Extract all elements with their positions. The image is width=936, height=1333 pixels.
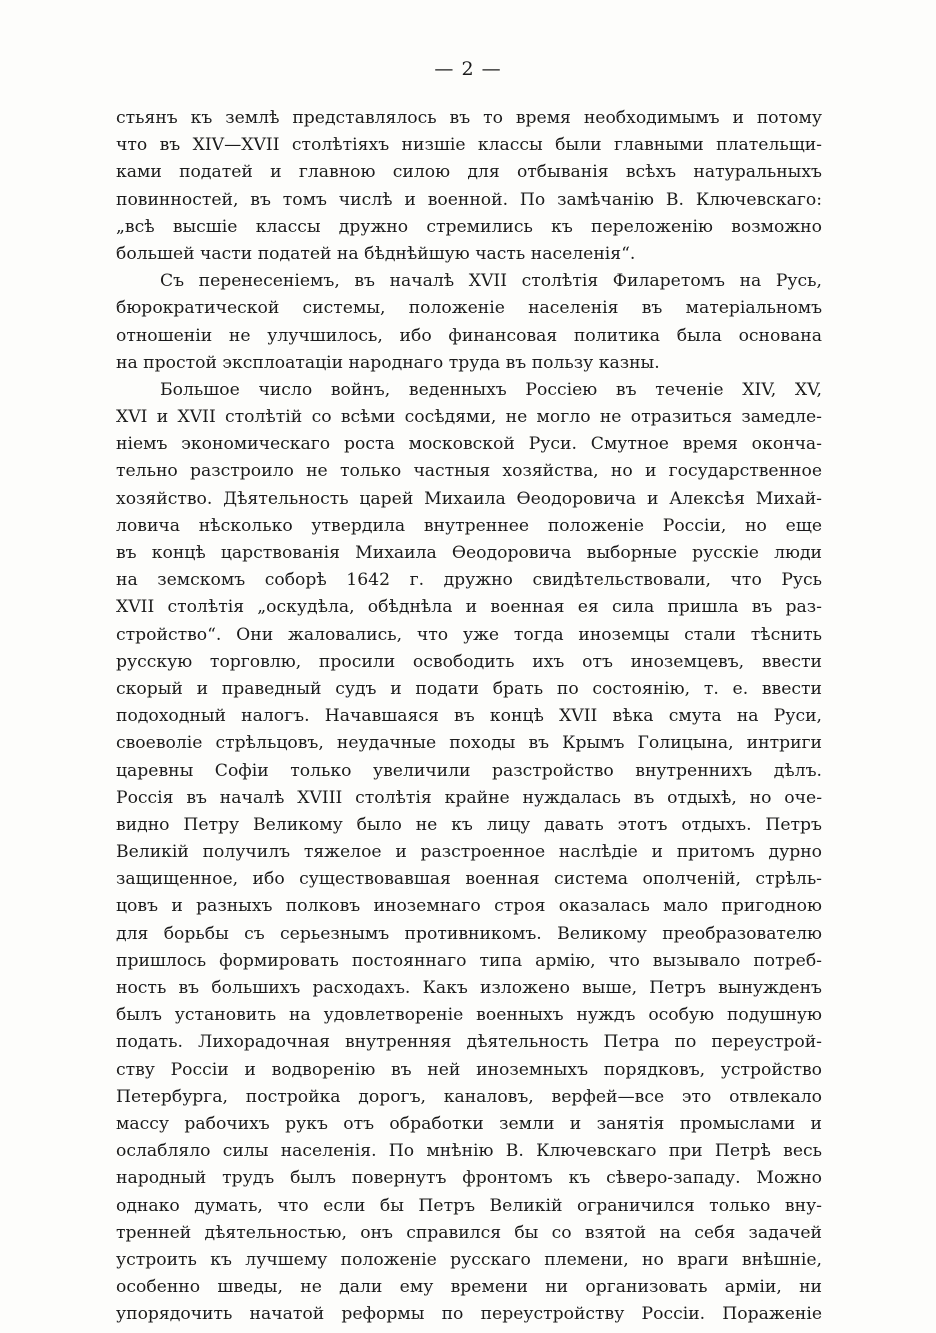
text-line: Петербурга, постройка дорогъ, каналовъ, верфей—все это отвлекало [116,1086,822,1107]
text-line: ослабляло силы населенія. По мнѣнію В. Ключевскаго при Петрѣ весь [116,1141,822,1162]
text-line: повинностей, въ томъ числѣ и военной. По замѣчанію В. Ключевскаго: [116,189,822,210]
text-line: скорый и праведный судъ и подати брать по состоянію, т. е. ввести [116,678,822,699]
text-line: отношеніи не улучшилось, ибо финансовая политика была основана [116,325,822,346]
text-line: царевны Софіи только увеличили разстройство внутреннихъ дѣлъ. [116,760,822,781]
text-line: массу рабочихъ рукъ отъ обработки земли и занятія промыслами и [116,1113,822,1134]
text-line: русскую торговлю, просили освободить ихъ отъ иноземцевъ, ввести [116,651,822,672]
text-line: ками податей и главною силою для отбыванія всѣхъ натуральныхъ [116,162,822,183]
text-line: ству Россіи и водворенію въ ней иноземныхъ порядковъ, устройство [116,1059,822,1080]
text-line: цовъ и разныхъ полковъ иноземнаго строя оказалась мало пригодною [116,896,822,917]
text-line: XVI и XVII столѣтій со всѣми сосѣдями, не могло не отразиться замедле- [116,407,822,428]
text-line: особенно шведы, не дали ему времени ни организовать арміи, ни [116,1277,822,1298]
text-line: Съ перенесеніемъ, въ началѣ XVII столѣтія Филаретомъ на Русь, [160,271,822,292]
text-line: народный трудъ былъ повернутъ фронтомъ къ сѣверо-западу. Можно [116,1168,822,1189]
text-line: Великій получилъ тяжелое и разстроенное наслѣдіе и притомъ дурно [116,842,822,863]
text-line: однако думать, что если бы Петръ Великій ограничился только вну- [116,1195,822,1216]
text-line: стройство“. Они жаловались, что уже тогда иноземцы стали тѣснить [116,624,822,645]
text-line: большей части податей на бѣднѣйшую часть населенія“. [116,243,636,264]
text-line: въ концѣ царствованія Михаила Ѳеодоровича выборные русскіе люди [116,543,822,563]
text-line: ніемъ экономическаго роста московской Руси. Смутное время оконча- [116,434,822,455]
text-line: своеволіе стрѣльцовъ, неудачные походы въ Крымъ Голицына, интриги [116,733,822,754]
text-line: подать. Лихорадочная внутренняя дѣятельность Петра по переустрой- [116,1032,822,1053]
text-line: Большое число войнъ, веденныхъ Россіею въ теченіе XIV, XV, [160,379,822,400]
page-number: — 2 — [434,58,502,80]
text-line: Россія въ началѣ XVIII столѣтія крайне нуждалась въ отдыхѣ, но оче- [116,787,822,808]
text-line: защищенное, ибо существовавшая военная система ополченій, стрѣль- [116,869,822,890]
text-line: упорядочить начатой реформы по переустройству Россіи. Пораженіе [116,1304,822,1325]
text-line: устроить къ лучшему положеніе русскаго племени, но враги внѣшніе, [116,1249,822,1270]
text-line: для борьбы съ серьезнымъ противникомъ. Великому преобразователю [116,923,822,944]
text-line: хозяйство. Дѣятельность царей Михаила Ѳеодоровича и Алексѣя Михай- [116,488,822,509]
text-line: пришлось формировать постояннаго типа армію, что вызывало потреб- [116,950,822,971]
text-line: „всѣ высшіе классы дружно стремились къ переложенію возможно [116,216,822,237]
text-line: XVII столѣтія „оскудѣла, обѣднѣла и военная ея сила пришла въ раз- [116,597,822,618]
text-line: бюрократической системы, положеніе населенія въ матеріальномъ [116,298,822,319]
text-line: стьянъ къ землѣ представлялось въ то время необходимымъ и потому [116,108,822,128]
body-text [116,105,822,1328]
text-line: видно Петру Великому было не къ лицу давать этотъ отдыхъ. Петръ [116,814,822,835]
text-line: подоходный налогъ. Начавшаяся въ концѣ XVII вѣка смута на Руси, [116,706,822,727]
text-line: былъ установить на удовлетвореніе военныхъ нуждъ особую подушную [116,1005,822,1026]
text-line: тренней дѣятельностью, онъ справился бы со взятой на себя задачей [116,1222,822,1243]
text-line: тельно разстроило не только частныя хозяйства, но и государственное [116,461,822,482]
text-line: ность въ большихъ расходахъ. Какъ изложено выше, Петръ вынужденъ [116,978,822,998]
text-line: на простой эксплоатаціи народнаго труда въ пользу казны. [116,352,660,373]
text-line: ловича нѣсколько утвердила внутреннее положеніе Россіи, но еще [116,515,822,536]
text-line: что въ XIV—XVII столѣтіяхъ низшіе классы были главными плательщи- [116,135,822,156]
text-line: на земскомъ соборѣ 1642 г. дружно свидѣтельствовали, что Русь [116,570,822,591]
